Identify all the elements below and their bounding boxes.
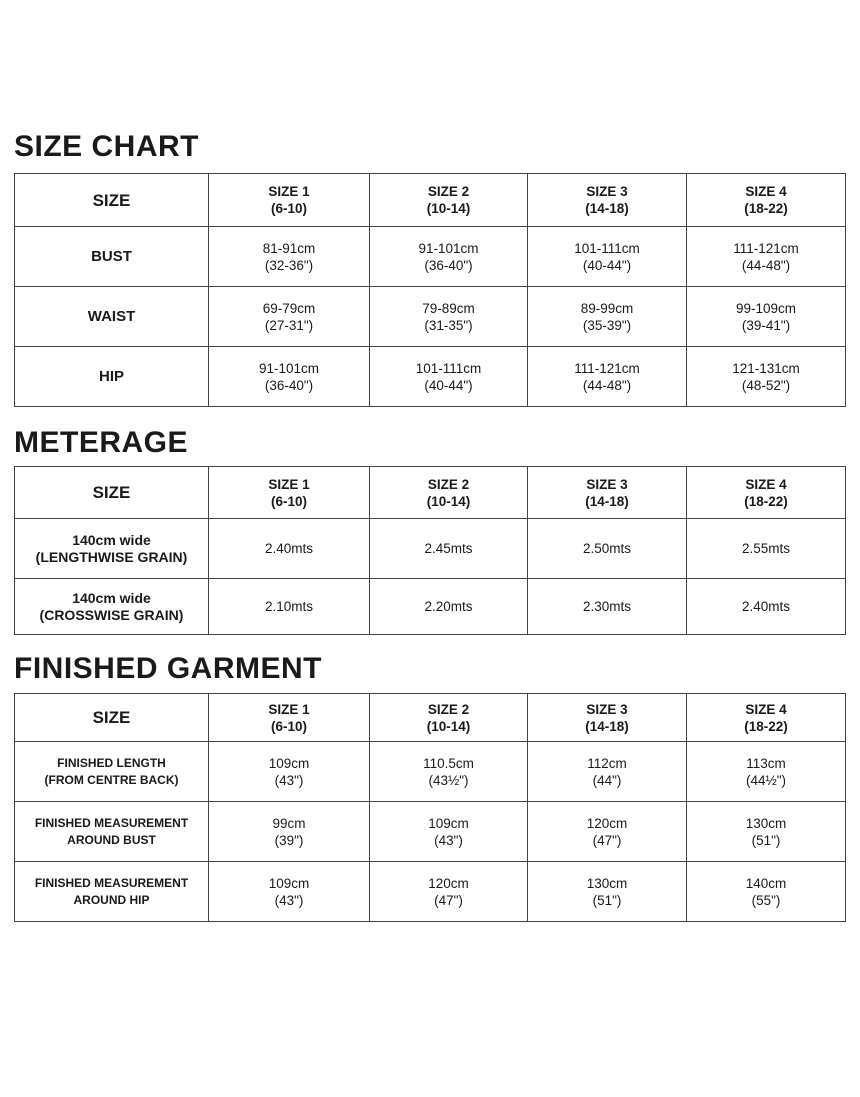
cell-line: SIZE 3 <box>586 476 628 492</box>
table-cell <box>209 742 370 802</box>
column-header-size-3 <box>528 467 687 519</box>
cell-line: SIZE 3 <box>586 701 628 717</box>
cell-line: SIZE 2 <box>427 476 470 492</box>
meterage-table <box>14 466 846 635</box>
cell-line: 81-91cm <box>262 240 316 256</box>
table-cell <box>209 287 370 347</box>
table-cell <box>370 519 528 579</box>
column-header-size-2 <box>370 174 528 227</box>
cell-line: (47") <box>592 832 622 848</box>
cell-line: SIZE 1 <box>268 184 310 199</box>
table-cell <box>528 519 687 579</box>
table-cell <box>528 287 687 347</box>
cell-line: 89-99cm <box>580 300 634 316</box>
cell-line: (35-39") <box>582 317 632 333</box>
cell-line: 69-79cm <box>262 300 316 316</box>
size-chart-title: SIZE CHART <box>14 130 199 163</box>
cell-line: (36-40") <box>264 377 314 393</box>
cell-line: 120cm <box>586 815 628 831</box>
cell-line: (43") <box>274 772 304 788</box>
column-header-size-3 <box>528 694 687 742</box>
cell-line: 2.30mts <box>582 599 632 614</box>
header-row <box>15 467 846 519</box>
header-row <box>15 174 846 227</box>
table-cell <box>370 579 528 635</box>
cell-line: (CROSSWISE GRAIN) <box>39 606 184 623</box>
cell-line: (14-18) <box>585 201 629 216</box>
cell-line: SIZE 2 <box>427 184 470 199</box>
cell-line: (44-48") <box>741 257 791 273</box>
table-cell <box>528 347 687 407</box>
table-cell <box>528 579 687 635</box>
table-cell <box>687 347 846 407</box>
table-cell <box>209 347 370 407</box>
cell-line: 140cm wide <box>72 589 151 606</box>
column-header-size-3 <box>528 174 687 227</box>
row-label <box>15 862 209 922</box>
cell-line: 2.40mts <box>741 599 791 614</box>
cell-line: (6-10) <box>270 718 307 734</box>
table-cell <box>370 862 528 922</box>
size-header-cell: SIZE <box>15 467 209 519</box>
size-header-cell: SIZE <box>15 694 209 742</box>
table-cell <box>528 862 687 922</box>
cell-line: (43") <box>274 892 304 908</box>
cell-line: FINISHED LENGTH <box>57 755 166 770</box>
cell-line: (18-22) <box>744 718 788 734</box>
table-row <box>15 287 846 347</box>
cell-line: (31-35") <box>424 317 473 333</box>
table-cell <box>687 579 846 635</box>
finished-garment-title: FINISHED GARMENT <box>14 652 322 685</box>
table-cell <box>687 742 846 802</box>
row-label <box>15 742 209 802</box>
finished-garment-table <box>14 693 846 922</box>
cell-line: AROUND HIP <box>73 892 150 907</box>
cell-line: 91-101cm <box>418 240 479 256</box>
header-row <box>15 694 846 742</box>
table-cell <box>528 227 687 287</box>
cell-line: (6-10) <box>270 493 307 509</box>
table-cell <box>209 862 370 922</box>
cell-line: 99-109cm <box>735 300 797 316</box>
cell-line: (43") <box>434 832 463 848</box>
cell-line: 111-121cm <box>733 240 799 256</box>
cell-line: 101-111cm <box>574 240 640 256</box>
table-cell <box>528 742 687 802</box>
cell-line: 79-89cm <box>422 300 475 316</box>
cell-line: 130cm <box>745 815 787 831</box>
cell-line: 2.55mts <box>741 541 791 556</box>
cell-line: 112cm <box>587 755 627 771</box>
meterage-title: METERAGE <box>14 426 189 459</box>
cell-line: 2.45mts <box>424 541 473 556</box>
table-cell <box>687 519 846 579</box>
table-cell <box>687 287 846 347</box>
cell-line: SIZE 2 <box>427 701 470 717</box>
cell-line: (51") <box>592 892 622 908</box>
cell-line: (44-48") <box>582 377 632 393</box>
table-cell <box>370 742 528 802</box>
cell-line: 2.10mts <box>264 599 314 614</box>
cell-line: 91-101cm <box>258 360 320 376</box>
table-row <box>15 742 846 802</box>
cell-line: 140cm <box>745 875 787 891</box>
cell-line: (48-52") <box>741 377 791 393</box>
cell-line: SIZE 4 <box>745 476 787 492</box>
table-cell <box>370 287 528 347</box>
cell-line: 120cm <box>428 875 469 891</box>
cell-line: FINISHED MEASUREMENT <box>34 815 189 830</box>
table-row <box>15 862 846 922</box>
row-label <box>15 802 209 862</box>
cell-line: AROUND BUST <box>67 832 156 847</box>
cell-line: 113cm <box>746 755 786 771</box>
cell-line: 121-131cm <box>732 360 800 376</box>
cell-line: HIP <box>98 368 124 385</box>
cell-line: (39-41") <box>741 317 791 333</box>
cell-line: (10-14) <box>426 201 471 216</box>
cell-line: (10-14) <box>426 493 471 509</box>
table-cell <box>687 227 846 287</box>
row-label <box>15 519 209 579</box>
cell-line: FINISHED MEASUREMENT <box>34 875 189 890</box>
table-cell <box>528 802 687 862</box>
cell-line: (32-36") <box>264 257 314 273</box>
cell-line: 109cm <box>268 755 310 771</box>
cell-line: 99cm <box>272 815 306 831</box>
row-label <box>15 347 209 407</box>
column-header-size-4 <box>687 694 846 742</box>
table-row <box>15 579 846 635</box>
cell-line: 101-111cm <box>415 360 482 376</box>
cell-line: (51") <box>751 832 781 848</box>
cell-line: SIZE 1 <box>268 701 310 717</box>
cell-line: (FROM CENTRE BACK) <box>44 772 179 787</box>
table-cell <box>209 579 370 635</box>
cell-line: (43½") <box>428 772 469 788</box>
cell-line: 111-121cm <box>574 360 640 376</box>
cell-line: (14-18) <box>585 718 629 734</box>
cell-line: (14-18) <box>585 493 629 509</box>
table-cell <box>209 519 370 579</box>
table-cell <box>370 227 528 287</box>
cell-line: (18-22) <box>744 493 788 509</box>
column-header-size-4 <box>687 174 846 227</box>
cell-line: 109cm <box>428 815 469 831</box>
table-row <box>15 347 846 407</box>
column-header-size-4 <box>687 467 846 519</box>
column-header-size-1 <box>209 694 370 742</box>
cell-line: WAIST <box>87 308 136 325</box>
column-header-size-1 <box>209 467 370 519</box>
cell-line: (39") <box>274 832 304 848</box>
table-cell <box>370 347 528 407</box>
cell-line: (18-22) <box>744 201 788 216</box>
cell-line: (36-40") <box>424 257 473 273</box>
cell-line: (47") <box>434 892 463 908</box>
cell-line: (6-10) <box>270 201 307 216</box>
cell-line: BUST <box>91 248 132 265</box>
cell-line: 140cm wide <box>72 531 151 548</box>
cell-line: SIZE 4 <box>745 184 787 199</box>
cell-line: (40-44") <box>424 377 473 393</box>
cell-line: 2.20mts <box>424 599 473 614</box>
table-cell <box>687 802 846 862</box>
table-cell <box>370 802 528 862</box>
table-cell <box>687 862 846 922</box>
cell-line: (44") <box>592 772 622 788</box>
cell-line: SIZE 1 <box>268 476 310 492</box>
column-header-size-2 <box>370 694 528 742</box>
table-cell <box>209 227 370 287</box>
table-row <box>15 227 846 287</box>
cell-line: 2.50mts <box>582 541 632 556</box>
row-label <box>15 227 209 287</box>
cell-line: SIZE 4 <box>745 701 787 717</box>
table-cell <box>209 802 370 862</box>
cell-line: 109cm <box>268 875 310 891</box>
row-label <box>15 287 209 347</box>
cell-line: (10-14) <box>426 718 471 734</box>
cell-line: 130cm <box>586 875 628 891</box>
cell-line: (LENGTHWISE GRAIN) <box>35 548 188 565</box>
cell-line: (55") <box>751 892 781 908</box>
table-row <box>15 519 846 579</box>
cell-line: (44½") <box>745 772 787 788</box>
cell-line: (40-44") <box>582 257 632 273</box>
size-header-cell: SIZE <box>15 174 209 227</box>
size-chart-table <box>14 173 846 407</box>
cell-line: (27-31") <box>264 317 314 333</box>
row-label <box>15 579 209 635</box>
cell-line: 2.40mts <box>264 541 314 556</box>
column-header-size-1 <box>209 174 370 227</box>
cell-line: 110.5cm <box>423 755 474 771</box>
cell-line: SIZE 3 <box>586 184 628 199</box>
table-row <box>15 802 846 862</box>
column-header-size-2 <box>370 467 528 519</box>
